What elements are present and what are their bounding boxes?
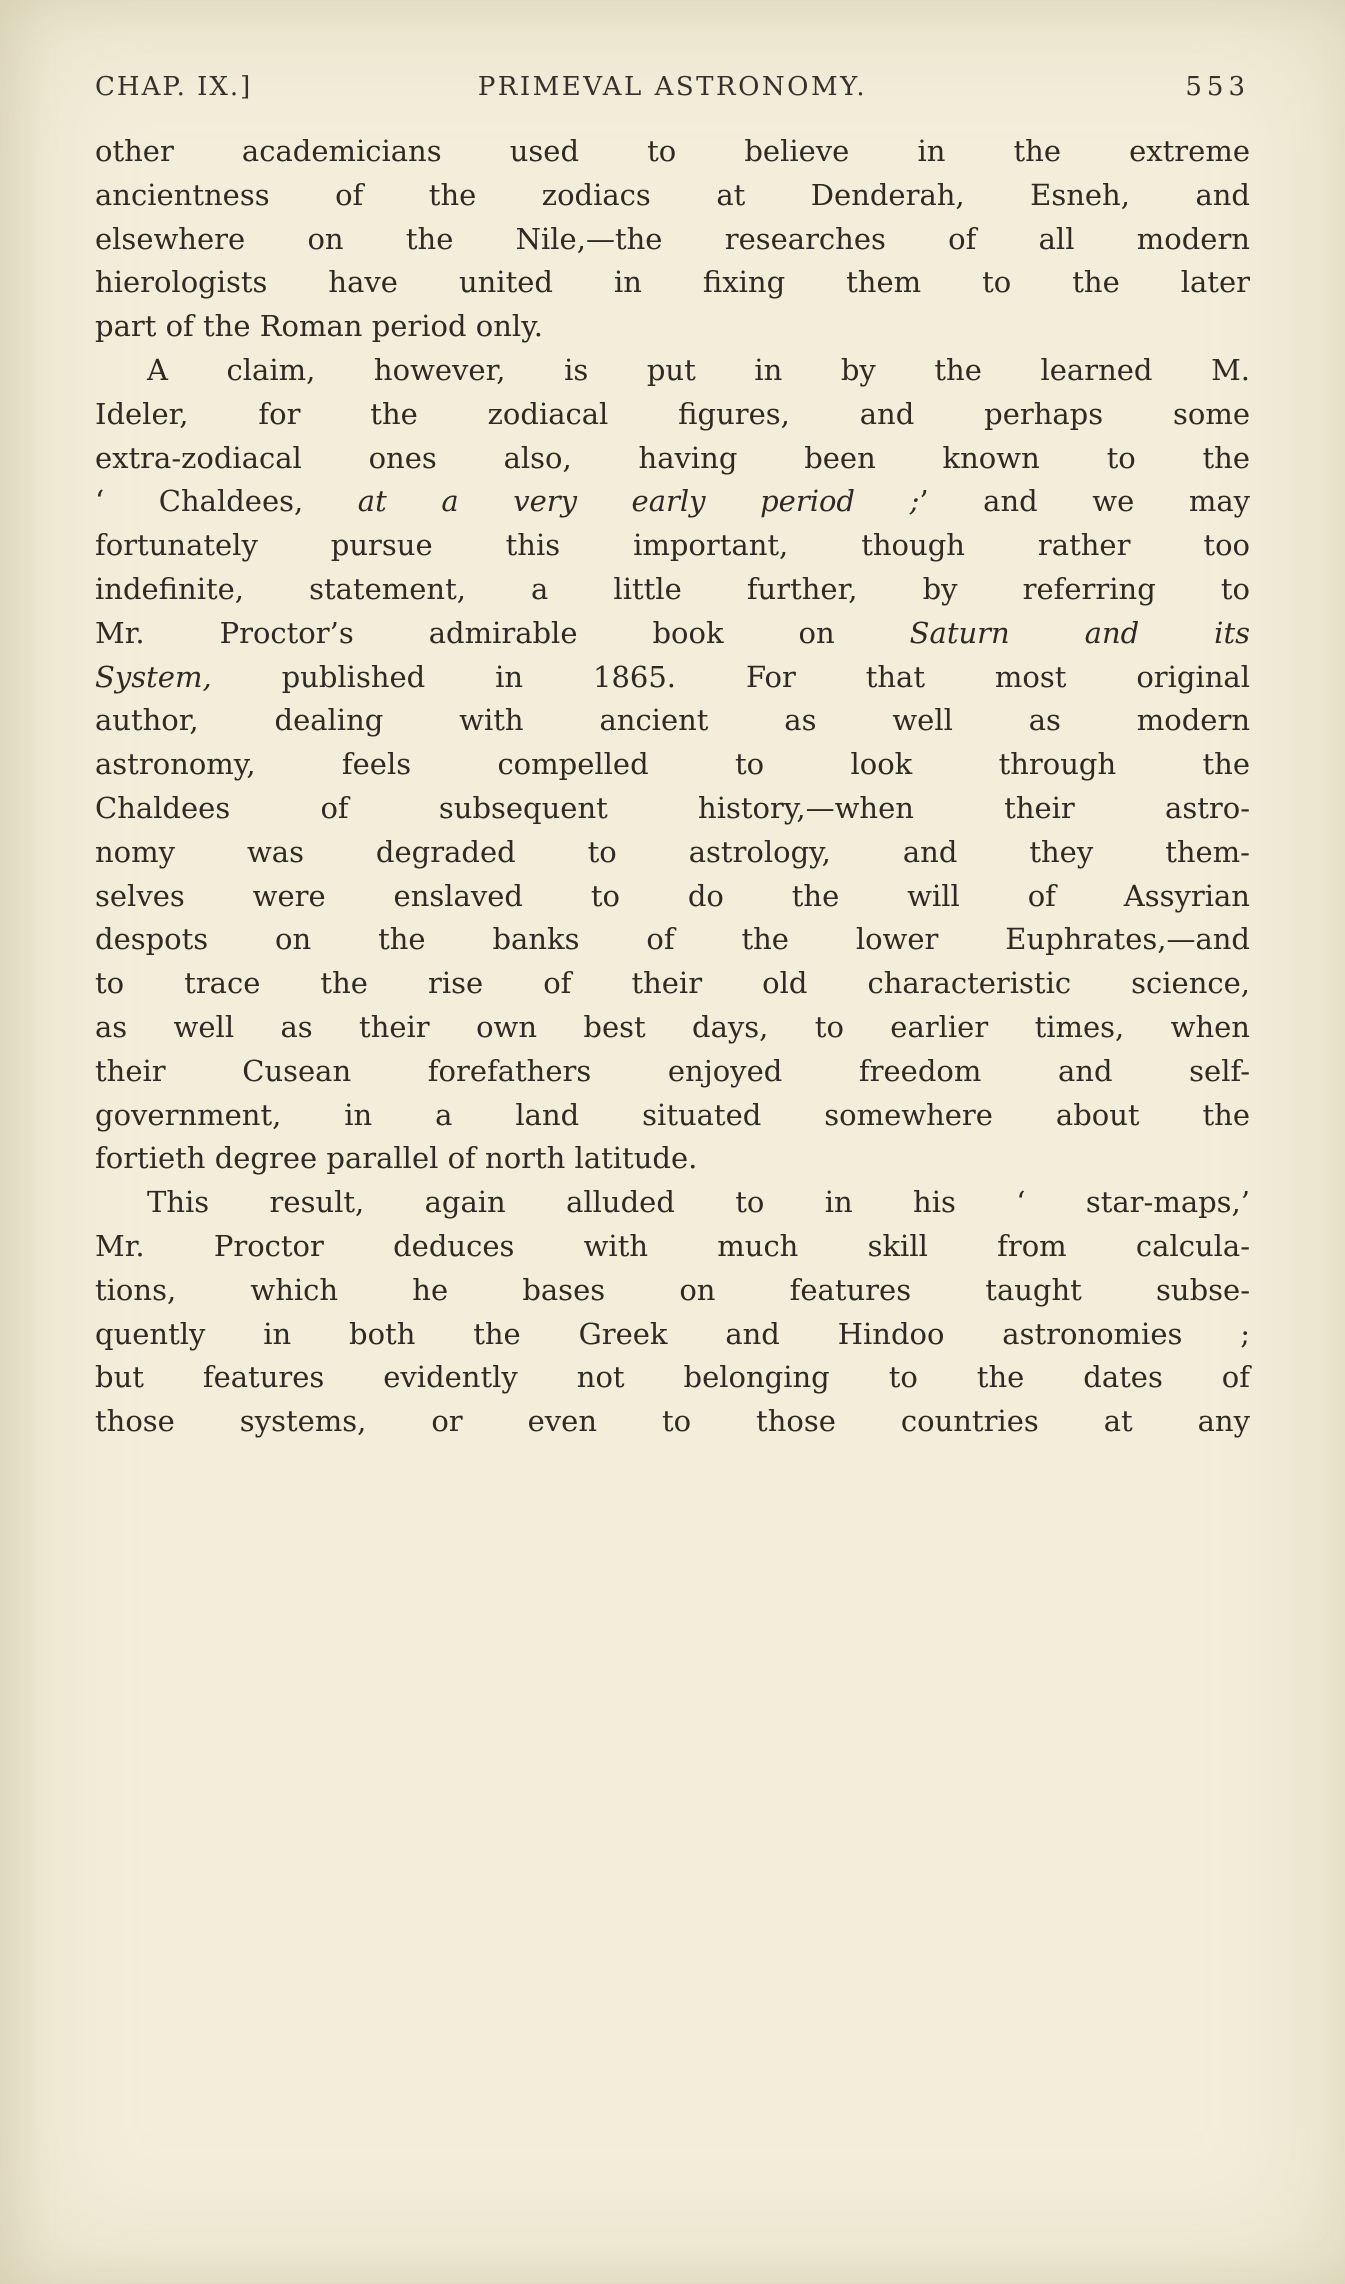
text-line xyxy=(95,393,1250,437)
text-line xyxy=(95,261,1250,305)
text-segment: ‘ Chaldees, xyxy=(95,484,358,519)
text-segment: those systems, or even to those countries at any xyxy=(95,1404,1250,1439)
text-segment: Ideler, for the zodiacal figures, and perhaps some xyxy=(95,396,1250,431)
page-body xyxy=(0,102,1345,1444)
text-line xyxy=(95,1006,1250,1050)
text-segment: A claim, however, is put in by the learned M. xyxy=(147,352,1250,387)
text-line xyxy=(95,524,1250,568)
text-segment: tions, which he bases on features taught subse- xyxy=(95,1272,1250,1307)
text-segment: astronomy, feels compelled to look through the xyxy=(95,747,1250,782)
text-line xyxy=(95,1094,1250,1138)
italic-text-segment: at a very early period ; xyxy=(357,484,920,519)
text-segment: part of the Roman period only. xyxy=(95,309,543,344)
text-segment: fortieth degree parallel of north latitude. xyxy=(95,1141,698,1176)
text-segment: government, in a land situated somewhere about the xyxy=(95,1097,1250,1132)
text-segment: indefinite, statement, a little further, by referring to xyxy=(95,571,1250,606)
text-line xyxy=(95,1225,1250,1269)
paragraph xyxy=(95,349,1250,1181)
text-line xyxy=(95,568,1250,612)
text-line xyxy=(95,437,1250,481)
text-segment: author, dealing with ancient as well as modern xyxy=(95,703,1250,738)
italic-text-segment: System, xyxy=(95,659,212,694)
text-segment: quently in both the Greek and Hindoo astronomies ; xyxy=(95,1316,1250,1351)
text-line xyxy=(95,1313,1250,1357)
text-line xyxy=(95,1050,1250,1094)
text-segment: despots on the banks of the lower Euphrates,—and xyxy=(95,922,1250,957)
text-line xyxy=(95,1400,1250,1444)
text-segment: their Cusean forefathers enjoyed freedom and self- xyxy=(95,1053,1250,1088)
text-line xyxy=(95,787,1250,831)
text-line xyxy=(95,1356,1250,1400)
text-segment: to trace the rise of their old characteristic science, xyxy=(95,966,1250,1001)
text-line xyxy=(95,962,1250,1006)
paragraph xyxy=(95,130,1250,349)
text-segment: other academicians used to believe in the extreme xyxy=(95,134,1250,168)
text-segment: as well as their own best days, to earlier times, when xyxy=(95,1009,1250,1044)
text-line xyxy=(95,699,1250,743)
page-number: 553 xyxy=(1185,72,1250,102)
paragraph xyxy=(95,1181,1250,1444)
text-segment: ancientness of the zodiacs at Denderah, Esneh, and xyxy=(95,177,1250,212)
text-line xyxy=(95,349,1250,393)
text-segment: published in 1865. For that most original xyxy=(211,659,1250,694)
text-line xyxy=(95,174,1250,218)
text-line xyxy=(95,1181,1250,1225)
text-segment: fortunately pursue this important, though rather too xyxy=(95,528,1250,563)
text-segment: selves were enslaved to do the will of Assyrian xyxy=(95,878,1250,913)
text-segment: Mr. Proctor deduces with much skill from calcula- xyxy=(95,1228,1250,1263)
italic-text-segment: Saturn and its xyxy=(909,615,1250,650)
text-segment: hierologists have united in fixing them to the later xyxy=(95,265,1250,300)
page-header xyxy=(0,0,1345,102)
text-line xyxy=(95,743,1250,787)
text-segment: ’ and we may xyxy=(919,484,1251,519)
text-segment: but features evidently not belonging to the dates of xyxy=(95,1360,1250,1395)
text-segment: Mr. Proctor’s admirable book on xyxy=(95,615,910,650)
text-line xyxy=(95,305,1250,349)
text-segment: nomy was degraded to astrology, and they them- xyxy=(95,834,1250,869)
text-segment: Chaldees of subsequent history,—when their astro- xyxy=(95,790,1250,825)
text-segment: This result, again alluded to in his ‘ star-maps,’ xyxy=(147,1185,1250,1220)
text-line xyxy=(95,218,1250,262)
text-line xyxy=(95,480,1250,524)
text-segment: extra-zodiacal ones also, having been known to the xyxy=(95,440,1250,475)
text-line xyxy=(95,1137,1250,1181)
text-line xyxy=(95,918,1250,962)
text-line xyxy=(95,875,1250,919)
text-segment: elsewhere on the Nile,—the researches of all modern xyxy=(95,221,1250,256)
running-title: PRIMEVAL ASTRONOMY. xyxy=(477,72,868,102)
text-line xyxy=(95,130,1250,174)
text-line xyxy=(95,612,1250,656)
text-line xyxy=(95,656,1250,700)
text-line xyxy=(95,831,1250,875)
text-line xyxy=(95,1269,1250,1313)
chapter-label: CHAP. IX.] xyxy=(95,72,253,102)
